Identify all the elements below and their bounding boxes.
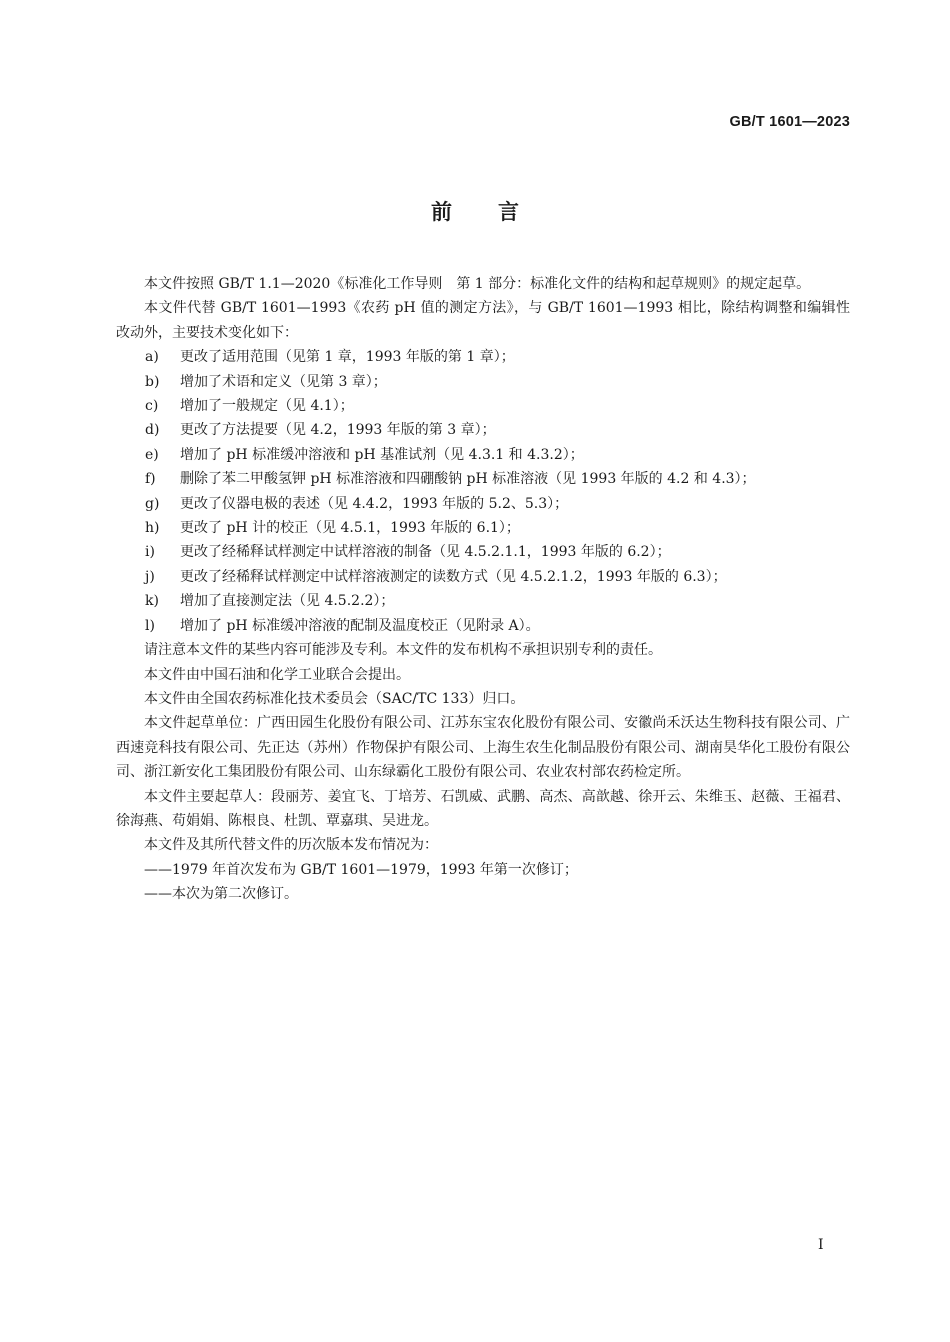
list-item-text: 更改了经稀释试样测定中试样溶液的制备（见 4.5.2.1.1，1993 年版的 6.2）； (180, 544, 671, 561)
list-item-text: 更改了方法提要（见 4.2，1993 年版的第 3 章）； (180, 422, 496, 439)
list-item (116, 589, 850, 613)
list-item-label: h) (145, 520, 160, 537)
list-item-label: l) (145, 617, 155, 634)
list-item-text: 增加了直接测定法（见 4.5.2.2）； (180, 593, 395, 610)
list-item (116, 516, 850, 540)
list-item (116, 443, 850, 467)
page-title: 前言 (431, 200, 565, 224)
list-item (116, 614, 850, 638)
standard-code: GB/T 1601—2023 (729, 114, 850, 130)
list-item-text: 增加了一般规定（见 4.1）； (180, 398, 354, 415)
list-item-text: 增加了 pH 标准缓冲溶液的配制及温度校正（见附录 A）。 (180, 617, 540, 634)
list-item-label: g) (145, 495, 160, 512)
intro-paragraph: 本文件代替 GB/T 1601—1993《农药 pH 值的测定方法》，与 GB/T 1601—1993 相比，除结构调整和编辑性改动外，主要技术变化如下： (116, 300, 850, 341)
list-item-label: a) (145, 349, 159, 366)
history-item: ——本次为第二次修订。 (144, 886, 298, 903)
intro-paragraph: 本文件按照 GB/T 1.1—2020《标准化工作导则 第 1 部分：标准化文件的结构和起草规则》的规定起草。 (144, 276, 811, 292)
list-item-label: c) (145, 398, 159, 415)
list-item-label: i) (145, 544, 155, 561)
list-item-label: f) (145, 471, 156, 488)
list-item-text: 更改了仪器电极的表述（见 4.4.2，1993 年版的 5.2、5.3）； (180, 495, 569, 512)
list-item (116, 540, 850, 564)
list-item-text: 更改了经稀释试样测定中试样溶液测定的读数方式（见 4.5.2.1.2，1993 年版的 6.3）； (180, 568, 727, 585)
history-intro: 本文件及其所代替文件的历次版本发布情况为： (144, 837, 438, 854)
list-item-text: 更改了适用范围（见第 1 章，1993 年版的第 1 章）； (180, 349, 515, 366)
list-item (116, 394, 850, 418)
list-item (116, 467, 850, 491)
patent-notice: 请注意本文件的某些内容可能涉及专利。本文件的发布机构不承担识别专利的责任。 (144, 642, 662, 659)
list-item (116, 492, 850, 516)
list-item-label: d) (145, 422, 160, 439)
list-item-text: 删除了苯二甲酸氢钾 pH 标准溶液和四硼酸钠 pH 标准溶液（见 1993 年版的 4.2 和 4.3）； (180, 471, 756, 488)
list-item-label: k) (145, 593, 159, 610)
list-item (116, 370, 850, 394)
list-item (116, 418, 850, 442)
list-item-label: e) (145, 446, 159, 463)
list-item (116, 565, 850, 589)
list-item-text: 增加了术语和定义（见第 3 章）； (180, 373, 387, 390)
list-item-text: 增加了 pH 标准缓冲溶液和 pH 基准试剂（见 4.3.1 和 4.3.2）； (180, 446, 584, 463)
list-item-label: j) (145, 568, 155, 585)
page-number: Ⅰ (818, 1237, 824, 1253)
foreword-body (116, 272, 850, 907)
history-item: ——1979 年首次发布为 GB/T 1601—1979，1993 年第一次修订； (144, 861, 578, 878)
list-item-label: b) (145, 373, 160, 390)
committee-statement: 本文件由全国农药标准化技术委员会（SAC/TC 133）归口。 (144, 690, 525, 707)
proposer-statement: 本文件由中国石油和化学工业联合会提出。 (144, 666, 410, 683)
list-item (116, 345, 850, 369)
list-item-text: 更改了 pH 计的校正（见 4.5.1，1993 年版的 6.1）； (180, 520, 520, 537)
drafting-units: 本文件起草单位：广西田园生化股份有限公司、江苏东宝农化股份有限公司、安徽尚禾沃达生物科技有限公司、广西速竞科技有限公司、先正达（苏州）作物保护有限公司、上海生农生化制品股份有限公司、湖南昊华化工股份有限公司、浙江新安化工集团股份有限公司、山东绿霸化工股份有限公司、农业农村部农药检定所。 (116, 715, 850, 781)
drafters: 本文件主要起草人：段丽芳、姜宜飞、丁培芳、石凯威、武鹏、高杰、高歆越、徐开云、朱维玉、赵薇、王福君、徐海燕、苟娟娟、陈根良、杜凯、覃嘉琪、吴进龙。 (116, 788, 850, 829)
change-list (116, 345, 850, 638)
